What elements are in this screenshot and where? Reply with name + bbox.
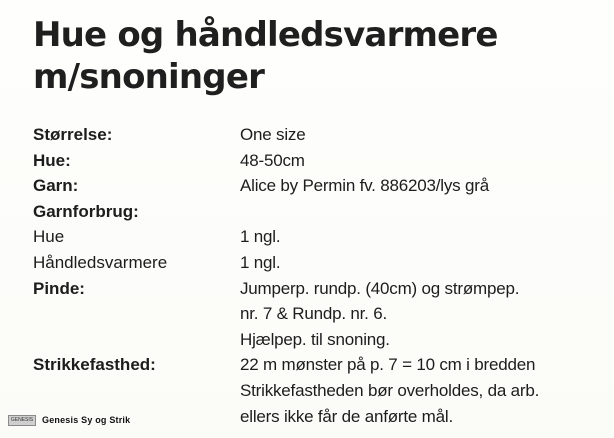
spec-row-needles-cont-1: [33, 301, 593, 327]
gauge-label: Strikkefasthed:: [33, 355, 156, 375]
spec-row-needles: [33, 276, 593, 302]
yarn-value: Alice by Permin fv. 886203/lys grå: [240, 176, 489, 196]
needles-label: Pinde:: [33, 278, 85, 298]
usage-hat-value: 1 ngl.: [240, 227, 281, 247]
spec-row-yarn: [33, 173, 593, 199]
genesis-logo-icon: GENESIS: [8, 415, 36, 426]
spec-row-usage-hat: [33, 224, 593, 250]
spec-row-gauge: [33, 352, 593, 378]
spec-row-size: [33, 122, 593, 148]
usage-hat-label: Hue: [33, 227, 65, 247]
needles-value: Jumperp. rundp. (40cm) og strømpep.: [240, 278, 520, 298]
spec-row-hat: [33, 148, 593, 174]
spec-list: [33, 122, 593, 429]
usage-wristwarmers-label: Håndledsvarmere: [33, 252, 168, 272]
size-value: One size: [240, 125, 306, 144]
needles-cont-2-value: Hjælpep. til snoning.: [240, 329, 390, 349]
usage-wristwarmers-value: 1 ngl.: [240, 252, 281, 272]
yarn-label: Garn:: [33, 176, 79, 196]
spec-row-gauge-cont-1: [33, 378, 593, 404]
hat-value: 48-50cm: [240, 150, 305, 170]
title-line-1: Hue og håndledsvarmere: [33, 15, 498, 55]
gauge-cont-1-value: Strikkefastheden bør overholdes, da arb.: [240, 380, 540, 400]
page-title: [33, 14, 498, 98]
gauge-cont-2-value: ellers ikke får de anførte mål.: [240, 406, 453, 426]
yarn-usage-label: Garnforbrug:: [33, 201, 139, 221]
spec-row-needles-cont-2: [33, 327, 593, 353]
spec-row-yarn-usage: [33, 199, 593, 225]
size-label: Størrelse:: [33, 125, 113, 144]
needles-cont-1-value: nr. 7 & Rundp. nr. 6.: [240, 304, 388, 324]
spec-row-usage-wristwarmers: [33, 250, 593, 276]
brand-name: Genesis Sy og Strik: [42, 415, 131, 425]
footer-brand: [8, 411, 130, 429]
gauge-value: 22 m mønster på p. 7 = 10 cm i bredden: [240, 355, 536, 375]
hat-label: Hue:: [33, 150, 71, 170]
title-line-2: m/snoninger: [33, 57, 265, 97]
